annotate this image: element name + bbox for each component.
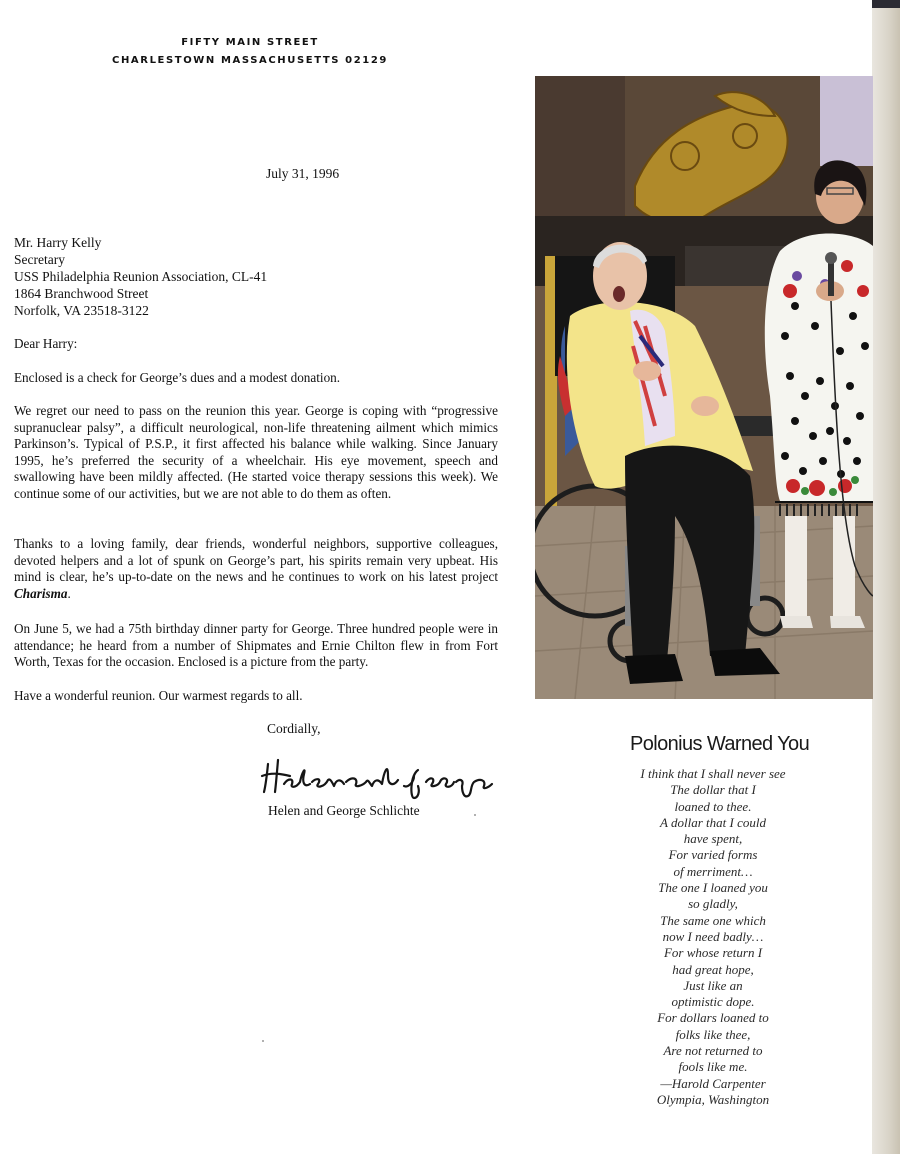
party-photo [535, 76, 873, 699]
poem-location: Olympia, Washington [656, 1091, 770, 1107]
paper-speck [474, 814, 476, 816]
signer-name: Helen and George Schlichte [268, 803, 420, 818]
poem-line: The one I loaned you [658, 880, 768, 896]
poem-title: Polonius Warned You [630, 733, 810, 755]
letterhead-street: FIFTY MAIN STREET [181, 37, 319, 48]
poem-line: folks like thee, [675, 1026, 751, 1042]
poem-line: The dollar that I [670, 782, 756, 798]
paper-speck [262, 1040, 264, 1042]
address-line: Norfolk, VA 23518-3122 [14, 303, 149, 318]
project-name: Charisma [14, 585, 68, 601]
address-line: 1864 Branchwood Street [14, 286, 149, 301]
closing: Cordially, [267, 721, 321, 736]
paragraph-birthday: On June 5, we had a 75th birthday dinner party for George. Three hundred people were in attendance; he heard from a number of Shipmates and Ernie Chilton flew in from Fort Worth, Texas for the occasion. Enclosed is a picture from the party. [14, 621, 498, 669]
poem-line: I think that I shall never see [640, 766, 786, 781]
poem-line: loaned to thee. [674, 798, 752, 814]
paragraph-enclosed: Enclosed is a check for George’s dues and a modest donation. [14, 370, 341, 385]
poem-line: Are not returned to [663, 1043, 763, 1059]
poem-line: For dollars loaned to [657, 1010, 769, 1026]
poem-attribution: —Harold Carpenter [660, 1075, 766, 1091]
recipient-address [14, 234, 267, 319]
poem-line: now I need badly… [662, 928, 764, 944]
handwritten-signature [258, 752, 498, 802]
poem-line: of merriment… [673, 863, 753, 879]
salutation: Dear Harry: [14, 336, 78, 351]
thanks-text: Thanks to a loving family, dear friends, wonderful neighbors, supportive colleagues, devoted helpers and a lot of spunk on George’s part, his spirits remain very upbeat. His mind is clear, he’s up-to-date on the news and he continues to work on his latest project [14, 536, 498, 584]
poem-line: Just like an [683, 977, 743, 993]
paragraph-reunion: Have a wonderful reunion. Our warmest regards to all. [14, 688, 303, 703]
poem-line: For whose return I [663, 945, 763, 961]
poem-line: so gladly, [688, 896, 738, 912]
paragraph-thanks: Thanks to a loving family, dear friends, wonderful neighbors, supportive colleagues, devoted helpers and a lot of spunk on George’s part, his spirits remain very upbeat. His mind is clear, he’s up-to-date on the news and he continues to work on his latest project Charisma. [14, 536, 498, 601]
address-line: Mr. Harry Kelly [14, 235, 102, 250]
poem-line: For varied forms [668, 847, 758, 863]
poem-line: fools like me. [678, 1059, 748, 1075]
letter-date: July 31, 1996 [266, 166, 340, 181]
poem-body [600, 766, 826, 1108]
poem-line: The same one which [660, 912, 766, 928]
page-edge [872, 0, 900, 1154]
poem-line: have spent, [683, 831, 743, 847]
address-line: Secretary [14, 252, 65, 267]
poem-line: optimistic dope. [671, 994, 755, 1010]
letterhead-city: CHARLESTOWN MASSACHUSETTS 02129 [112, 55, 388, 66]
address-line: USS Philadelphia Reunion Association, CL-41 [14, 269, 268, 284]
poem-line: had great hope, [672, 961, 754, 977]
paragraph-condition: We regret our need to pass on the reunion this year. George is coping with “progressive supranuclear palsy”, a difficult neurological, non-life threatening ailment which mimics Parkinson’s. Typical of P.S.P., it first affected his balance while walking. Since January 1995, he’s preferred the security of a wheelchair. His eye movement, speech and swallowing have been mildly affected. (He started voice therapy sessions this week). We continue some of our activities, but we are not able to do them as often. [14, 403, 498, 501]
poem-line: A dollar that I could [660, 814, 766, 830]
party-photo-illustration [535, 76, 873, 699]
